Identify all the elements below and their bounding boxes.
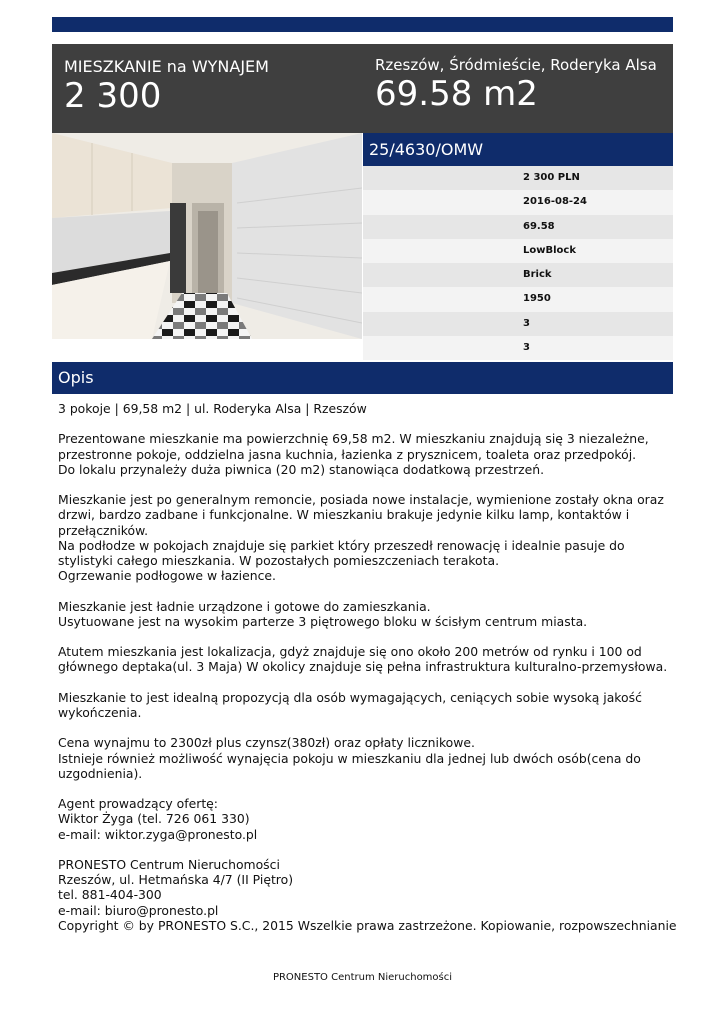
listing-header — [52, 44, 673, 133]
listing-location: Rzeszów, Śródmieście, Roderyka Alsa — [375, 56, 657, 74]
description-line: Wiktor Żyga (tel. 726 061 330) — [58, 811, 250, 827]
spec-row-price — [363, 166, 673, 190]
spec-value: 2016-08-24 — [523, 196, 587, 208]
spec-row-year — [363, 287, 673, 311]
description-line: Mieszkanie to jest idealną propozycją dla osób wymagających, ceniących sobie wysoką jakość — [58, 689, 642, 705]
description-line: Usytuowane jest na wysokim parterze 3 piętrowego bloku w ścisłym centrum miasta. — [58, 613, 588, 629]
spec-row-floors — [363, 336, 673, 360]
description-line: Istnieje również możliwość wynajęcia pokoju w mieszkaniu dla jednej lub dwóch osób(cena do — [58, 750, 641, 766]
page-footer: PRONESTO Centrum Nieruchomości — [272, 972, 453, 983]
description-line: Prezentowane mieszkanie ma powierzchnię 69,58 m2. W mieszkaniu znajdują się 3 niezależne, — [58, 431, 649, 447]
description-gap — [58, 720, 678, 735]
description-gap — [58, 675, 678, 690]
description-line: wykończenia. — [58, 704, 142, 720]
description-gap — [58, 583, 678, 598]
spec-value: LowBlock — [523, 244, 576, 256]
description-line: drzwi, bardzo zadbane i funkcjonalne. W mieszkaniu brakuje jedynie kilku lamp, kontaktów i — [58, 507, 630, 523]
description-line: Agent prowadzący ofertę: — [58, 796, 218, 812]
description-line: e-mail: wiktor.zyga@pronesto.pl — [58, 826, 258, 842]
spec-row-area — [363, 215, 673, 239]
spec-value: 2 300 PLN — [523, 172, 580, 183]
description-text — [58, 401, 678, 933]
description-line: Rzeszów, ul. Hetmańska 4/7 (II Piętro) — [58, 872, 294, 888]
spec-row-rooms — [363, 312, 673, 336]
spec-value: 1950 — [523, 293, 551, 305]
description-gap — [58, 477, 678, 492]
description-line: Ogrzewanie podłogowe w łazience. — [58, 568, 276, 584]
description-line: przełączników. — [58, 522, 149, 538]
description-line: Copyright © by PRONESTO S.C., 2015 Wszelkie prawa zastrzeżone. Kopiowanie, rozpowszechnianie — [58, 917, 677, 933]
description-line: stylistyki całego mieszkania. W pozostałych pomieszczeniach terakota. — [58, 553, 500, 568]
spec-value: Brick — [523, 269, 552, 281]
spec-row-material — [363, 263, 673, 287]
description-line: Na podłodze w pokojach znajduje się parkiet który przeszedł renowację i idealnie pasuje do — [58, 537, 625, 553]
listing-price: 2 300 — [64, 76, 162, 116]
description-line: głównego deptaka(ul. 3 Maja) W okolicy znajduje się pełna infrastruktura kulturalno-przemysłowa. — [58, 659, 668, 675]
spec-row-building-type — [363, 239, 673, 263]
description-title: Opis — [58, 368, 94, 387]
listing-type: MIESZKANIE na WYNAJEM — [64, 57, 269, 76]
description-line: Mieszkanie jest ładnie urządzone i gotowe do zamieszkania. — [58, 598, 431, 614]
apartment-photo — [52, 133, 362, 339]
description-line: Do lokalu przynależy duża piwnica (20 m2) stanowiąca dodatkową przestrzeń. — [58, 461, 545, 477]
description-line: Atutem mieszkania jest lokalizacja, gdyż znajduje się ono około 200 metrów od rynku i 100 od — [58, 644, 642, 660]
description-gap — [58, 416, 678, 431]
spec-value: 69.58 — [523, 220, 555, 232]
description-header — [52, 362, 673, 394]
description-gap — [58, 781, 678, 796]
description-line: przestronne pokoje, oddzielna jasna kuchnia, łazienka z prysznicem, toaleta oraz przedpokój. — [58, 446, 637, 462]
description-line: PRONESTO Centrum Nieruchomości — [58, 856, 280, 872]
description-line: tel. 881-404-300 — [58, 887, 162, 903]
reference-bar — [363, 133, 673, 166]
top-accent-bar — [52, 17, 673, 32]
spec-value: 3 — [523, 317, 530, 329]
specs-table — [363, 166, 673, 360]
spec-row-date — [363, 190, 673, 214]
listing-area: 69.58 m2 — [375, 74, 538, 114]
description-line: Cena wynajmu to 2300zł plus czynsz(380zł) oraz opłaty licznikowe. — [58, 735, 475, 751]
description-gap — [58, 629, 678, 644]
description-line: 3 pokoje | 69,58 m2 | ul. Roderyka Alsa | Rzeszów — [58, 401, 367, 416]
description-line: e-mail: biuro@pronesto.pl — [58, 902, 219, 918]
spec-value: 3 — [523, 342, 530, 354]
reference-number: 25/4630/OMW — [369, 140, 484, 159]
description-gap — [58, 842, 678, 857]
kitchen-photo-illustration — [52, 133, 362, 339]
description-line: Mieszkanie jest po generalnym remoncie, posiada nowe instalacje, wymienione zostały okna oraz — [58, 492, 664, 508]
description-line: uzgodnienia). — [58, 765, 143, 781]
